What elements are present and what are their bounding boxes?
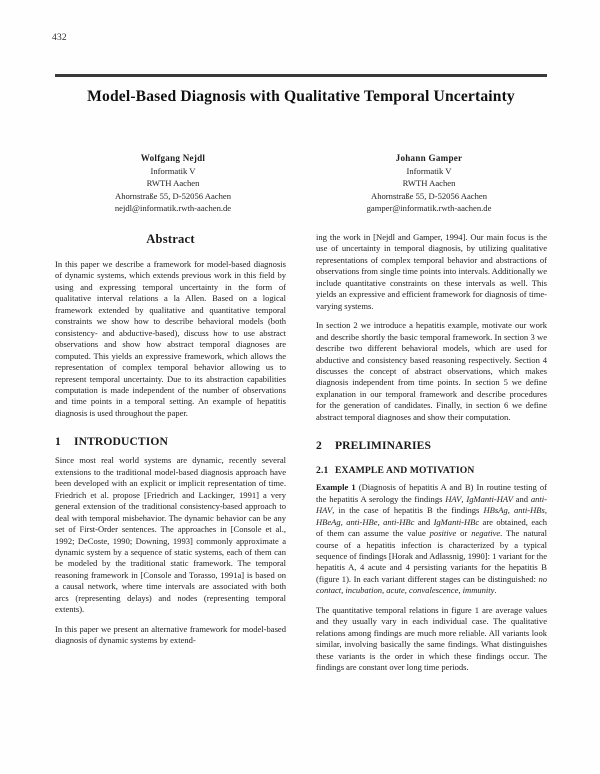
section-heading-introduction — [55, 435, 286, 448]
example-italic-12: no contact, incubation, acute, convalescence, immunity — [316, 573, 547, 596]
example-italic-5: anti-HBs — [513, 505, 545, 516]
author-institution: RWTH Aachen — [146, 178, 200, 189]
author-block-2 — [311, 152, 547, 215]
author-name: Wolfgang Nejdl — [140, 153, 206, 163]
section-heading-preliminaries — [316, 439, 547, 452]
page-number: 432 — [52, 33, 67, 43]
example-text-3: and — [512, 493, 531, 504]
example-text-6: , — [544, 505, 547, 516]
example-italic-4: HBsAg — [483, 505, 508, 516]
subsection-number: 2.1 — [316, 465, 329, 477]
two-column-body — [55, 232, 547, 768]
example-text-7: , — [340, 516, 347, 527]
subsection-heading-example-motivation — [316, 465, 547, 476]
example-1-paragraph — [316, 482, 547, 597]
section-number: 2 — [316, 439, 322, 453]
example-italic-9: IgManti-HBc — [433, 516, 480, 527]
example-italic-11: negative — [471, 528, 501, 539]
abstract-heading: Abstract — [146, 232, 195, 246]
example-italic-6: HBeAg — [316, 516, 341, 527]
example-text-5: , — [507, 505, 514, 516]
example-italic-2: IgManti-HAV — [466, 493, 513, 504]
author-name: Johann Gamper — [395, 153, 463, 163]
example-text-2: , — [461, 493, 467, 504]
title-rule — [55, 74, 547, 77]
section-title: INTRODUCTION — [74, 435, 168, 449]
intro-paragraph-3: In section 2 we introduce a hepatitis example, motivate our work and describe shortly the basic temporal framework. In section 3 we describe two different behavioral models, which are used for abductive and consistency based reasoning respectively. Section 4 discusses the concept of abstract observations, which makes diagnosis independent from time points. In section 5 we define explanation in our temporal framework and describe procedures for the generation of candidates. Finally, in section 6 we define abstract temporal diagnoses and show their computation. — [316, 320, 547, 422]
section-title: PRELIMINARIES — [335, 439, 431, 453]
example-italic-1: HAV — [445, 493, 462, 504]
example-text-1: (Diagnosis of hepatitis A and B) In routine testing of the hepatitis A serology the findings — [316, 482, 547, 504]
example-italic-8: anti-HBc — [383, 516, 415, 527]
example-text-10: are obtained, each of them can assume the value — [316, 516, 547, 539]
example-italic-3: anti-HAV — [316, 493, 547, 516]
example-text-11: or — [456, 528, 472, 539]
quantitative-relations-paragraph: The quantitative temporal relations in figure 1 are average values and they usually vary in each individual case. The qualitative relations among findings are much more reliable. All variants look similar, involving basically the same findings. What distinguishes these variants is the order in which these findings occur. The findings are constant over long time periods. — [316, 604, 547, 673]
author-department: Informatik V — [150, 165, 196, 176]
author-block-1 — [55, 152, 291, 215]
column-right — [316, 232, 547, 768]
author-email: nejdl@informatik.rwth-aachen.de — [114, 203, 232, 214]
abstract-text: In this paper we describe a framework for model-based diagnosis of dynamic systems, which extends previous work in this field by using and expressing temporal uncertainty in the form of qualitative interval relations a la Allen. Based on a logical framework extended by qualitative and quantitative temporal constraints we show how to describe behavioral models (both consistency- and abductive-based), discuss how to use abstract observations and show how abstract temporal diagnoses are computed. This yields an expressive framework, which allows the representation of complex temporal behavior allowing us to represent temporal uncertainty. Due to its abstraction capabilities computation is made independent of the number of observations and time points in a temporal setting. An example of hepatitis diagnosis is used throughout the paper. — [55, 259, 286, 418]
example-italic-7: anti-HBe — [346, 516, 378, 527]
intro-paragraph-2-part: In this paper we present an alternative framework for model-based diagnosis of dynamic systems by extend- — [55, 623, 286, 646]
example-text-13: . — [494, 585, 497, 596]
example-text-12: . The natural course of a hepatitis infection is characterized by a typical sequence of findings [Horak and Adlassnig, 1990]: 1 variant for the hepatitis A, 4 acute and 4 persisting variants for the hepatitis B (figure 1). In each variant different stages can be distinguished: — [316, 528, 547, 584]
column-left — [55, 232, 286, 768]
example-text-8: , — [377, 516, 384, 527]
intro-paragraph-1: Since most real world systems are dynamic, recently several extensions to the traditional model-based diagnosis approach have been developed with an explicit or implicit representation of time. Friedrich et al. propose [Friedrich and Lackinger, 1991] a very general extension of the traditional consistency-based approach to deal with temporal misbehavior. The dynamic behavior can be any set of First-Order sentences. The approaches in [Console et al., 1992; DeCoste, 1990; Downing, 1993] commonly approximate a dynamic system by a sequence of static systems, each of them can be modeled by the traditional static framework. The temporal reasoning framework in [Console and Torasso, 1991a] is based on a causal network, where time intervals are associated with both arcs (representing delays) and nodes (representing temporal extents). — [55, 455, 286, 615]
example-text-4: , in the case of hepatitis B the findings — [332, 505, 484, 516]
example-text-9: and — [414, 516, 434, 527]
author-address: Ahornstraße 55, D-52056 Aachen — [371, 190, 487, 201]
author-list — [55, 152, 547, 215]
example-italic-10: positive — [429, 528, 457, 539]
intro-paragraph-2-cont: ing the work in [Nejdl and Gamper, 1994]. Our main focus is the use of uncertainty in temporal diagnosis, by utilizing qualitative representations of complex temporal behavior and abstractions of observations from single time points into intervals. Additionally we include quantitative constraints on these intervals as well. This yields an expressive and efficient framework for diagnosis of time-varying systems. — [316, 232, 547, 311]
author-department: Informatik V — [406, 165, 452, 176]
example-label: Example 1 — [316, 482, 356, 493]
page-title: Model-Based Diagnosis with Qualitative Temporal Uncertainty — [87, 88, 515, 105]
author-institution: RWTH Aachen — [402, 178, 456, 189]
subsection-title: EXAMPLE AND MOTIVATION — [335, 465, 475, 477]
author-email: gamper@informatik.rwth-aachen.de — [366, 203, 492, 214]
author-address: Ahornstraße 55, D-52056 Aachen — [115, 190, 231, 201]
section-number: 1 — [55, 435, 61, 449]
